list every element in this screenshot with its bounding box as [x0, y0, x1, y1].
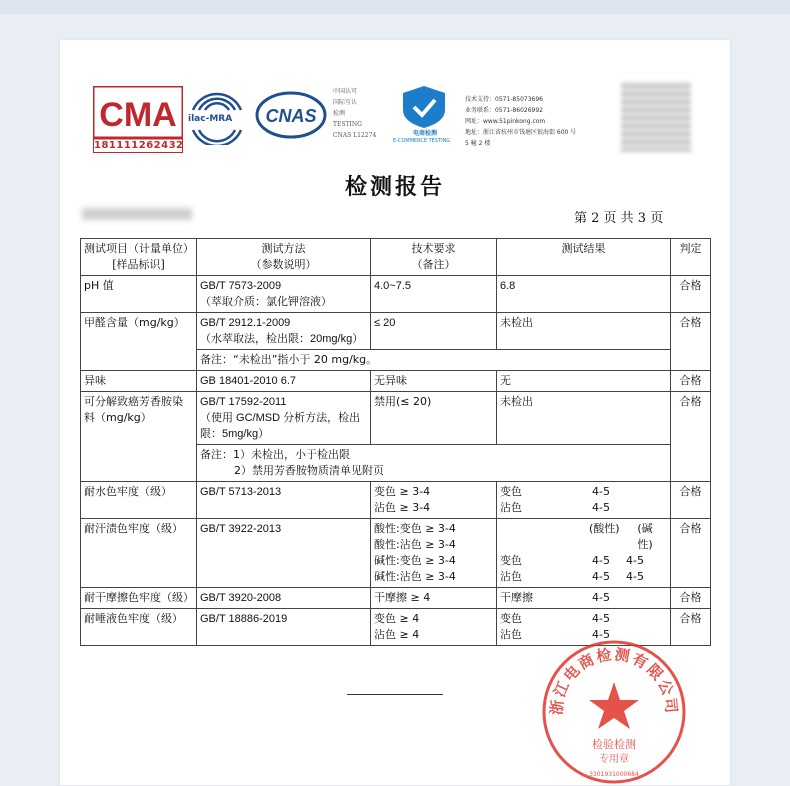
item-cell: 耐唾液色牢度（级） — [81, 609, 197, 646]
table-row — [81, 276, 711, 313]
method-note: （水萃取法，检出限：20mg/kg） — [200, 333, 364, 345]
requirement-cell: 干摩擦 ≥ 4 — [371, 588, 497, 609]
contact-line: 技术支持：0571-85073696 — [465, 96, 543, 103]
result-label: 沾色 — [500, 628, 522, 641]
header-result: 测试结果 — [497, 239, 671, 276]
result-label: 沾色 — [500, 570, 522, 583]
seal-code: 3301931000684 — [589, 771, 639, 778]
item-cell: 甲醛含量（mg/kg） — [81, 313, 197, 371]
result-cell: 6.8 — [497, 276, 671, 313]
contact-line: 业务联系：0571-86026992 — [465, 107, 543, 114]
item-cell: 可分解致癌芳香胺染料（mg/kg） — [81, 392, 197, 482]
result-value: 4-5 — [592, 591, 610, 604]
requirement-cell: 禁用(≤ 20) — [371, 392, 497, 445]
result-label: 沾色 — [500, 501, 522, 514]
company-seal — [540, 638, 688, 786]
table-row — [81, 371, 711, 392]
table-row — [81, 392, 711, 445]
cma-logo-text: CMA — [99, 96, 177, 134]
result-cell: 无 — [497, 371, 671, 392]
result-cell — [497, 482, 671, 519]
method-note: （使用 GC/MSD 分析方法，检出限：5mg/kg） — [200, 412, 361, 440]
requirement-line: 沾色 ≥ 3-4 — [374, 501, 431, 514]
result-value: 4-5 — [592, 501, 610, 514]
judge-cell: 合格 — [671, 313, 711, 371]
requirement-line: 变色 ≥ 3-4 — [374, 485, 431, 498]
contact-line: 网址：www.51pinkong.com — [465, 118, 546, 125]
result-cell: 未检出 — [497, 313, 671, 350]
requirement-cell — [371, 482, 497, 519]
table-row — [81, 519, 711, 588]
table-row — [81, 482, 711, 519]
note-cell: 备注：“未检出”指小于 20 mg/kg。 — [197, 350, 671, 371]
contact-info — [465, 94, 576, 149]
requirement-line: 沾色 ≥ 4 — [374, 628, 420, 641]
item-cell: 异味 — [81, 371, 197, 392]
note-line: 备注：1）未检出，小于检出限 — [200, 448, 350, 461]
method-cell: GB/T 5713-2013 — [197, 482, 371, 519]
seal-line2: 专用章 — [599, 754, 629, 765]
method-code: GB/T 2912.1-2009 — [200, 317, 291, 329]
result-label: 变色 — [500, 485, 522, 498]
table-header-row — [81, 239, 711, 276]
method-cell — [197, 276, 371, 313]
header-judge: 判定 — [671, 239, 711, 276]
result-value: 4-5 — [592, 612, 610, 625]
result-value: 4-5 — [626, 570, 644, 583]
end-line — [347, 694, 443, 695]
requirement-cell: 无异味 — [371, 371, 497, 392]
method-code: GB/T 17592-2011 — [200, 396, 287, 408]
requirement-cell: 4.0~7.5 — [371, 276, 497, 313]
header-method-sub: （参数说明） — [250, 258, 317, 271]
item-cell: 耐水色牢度（级） — [81, 482, 197, 519]
header-logos — [93, 82, 713, 157]
star-icon — [589, 682, 639, 729]
result-value: 4-5 — [592, 570, 610, 583]
header-req-label: 技术要求 — [411, 242, 456, 255]
method-cell: GB/T 3922-2013 — [197, 519, 371, 588]
result-label: 变色 — [500, 612, 522, 625]
result-value: 4-5 — [592, 485, 610, 498]
judge-cell: 合格 — [671, 371, 711, 392]
cnas-info: 中国认可 国际互认 检测 TESTING CNAS L12274 — [333, 88, 377, 139]
table-row — [81, 313, 711, 350]
result-cell — [497, 588, 671, 609]
judge-cell: 合格 — [671, 276, 711, 313]
method-cell: GB/T 3920-2008 — [197, 588, 371, 609]
method-code: GB/T 7573-2009 — [200, 280, 282, 292]
method-cell: GB 18401-2010 6.7 — [197, 371, 371, 392]
result-label: 变色 — [500, 554, 522, 567]
result-label: 干摩擦 — [500, 591, 533, 604]
result-alkali-header: (碱性) — [637, 522, 653, 551]
requirement-line: 碱性:沾色 ≥ 3-4 — [374, 570, 456, 583]
item-cell: 耐干摩擦色牢度（级） — [81, 588, 197, 609]
table-row — [81, 588, 711, 609]
requirement-cell — [371, 519, 497, 588]
item-cell: 耐汗渍色牢度（级） — [81, 519, 197, 588]
method-cell — [197, 392, 371, 445]
judge-cell: 合格 — [671, 519, 711, 588]
note-line: 2）禁用芳香胺物质清单见附页 — [234, 464, 384, 477]
report-number-blurred — [82, 208, 192, 220]
page-info: 第 2 页 共 3 页 — [574, 211, 664, 226]
judge-cell: 合格 — [671, 392, 711, 482]
e-commerce-testing-name: 电商检测 — [413, 130, 438, 137]
method-note: （萃取介质：氯化钾溶液） — [200, 296, 332, 308]
method-cell — [197, 313, 371, 350]
requirement-line: 碱性:变色 ≥ 3-4 — [374, 554, 456, 567]
requirement-line: 酸性:沾色 ≥ 3-4 — [374, 538, 456, 551]
result-value: 4-5 — [626, 554, 644, 567]
note-cell — [197, 445, 671, 482]
judge-cell: 合格 — [671, 588, 711, 609]
result-acid-header: (酸性) — [589, 522, 620, 535]
contact-line: 5 幢 2 楼 — [465, 140, 491, 147]
requirement-line: 变色 ≥ 4 — [374, 612, 420, 625]
report-page — [60, 40, 730, 785]
qr-code-blurred — [621, 82, 691, 152]
report-title: 检测报告 — [344, 174, 445, 200]
cma-number: 181111262432 — [94, 140, 184, 151]
header-item — [81, 239, 197, 276]
cnas-logo-text: CNAS — [265, 106, 317, 126]
e-commerce-testing-en: E-COMMERCE TESTING — [393, 138, 451, 144]
header-method — [197, 239, 371, 276]
header-item-sub: [样品标识] — [112, 258, 165, 271]
result-value: 4-5 — [592, 554, 610, 567]
results-table — [80, 238, 711, 646]
result-cell — [497, 519, 671, 588]
header-item-label: 测试项目（计量单位） — [84, 242, 194, 255]
cnas-logo — [255, 90, 327, 140]
top-strip — [0, 0, 790, 14]
judge-cell: 合格 — [671, 609, 711, 646]
item-cell: pH 值 — [81, 276, 197, 313]
ilac-mra-text: ilac-MRA — [188, 114, 233, 124]
judge-cell: 合格 — [671, 482, 711, 519]
requirement-line: 酸性:变色 ≥ 3-4 — [374, 522, 456, 535]
header-req-sub: （备注） — [411, 258, 456, 271]
header-requirement — [371, 239, 497, 276]
contact-line: 地址：浙江省杭州市钱塘区银海街 600 号 — [465, 129, 577, 136]
seal-company-name: 浙江电商检测有限公司 — [547, 645, 681, 716]
header-method-label: 测试方法 — [261, 242, 306, 255]
requirement-cell — [371, 609, 497, 646]
method-cell: GB/T 18886-2019 — [197, 609, 371, 646]
requirement-cell: ≤ 20 — [371, 313, 497, 350]
result-cell: 未检出 — [497, 392, 671, 445]
result-value: 4-5 — [592, 628, 610, 641]
seal-line1: 检验检测 — [592, 738, 636, 751]
